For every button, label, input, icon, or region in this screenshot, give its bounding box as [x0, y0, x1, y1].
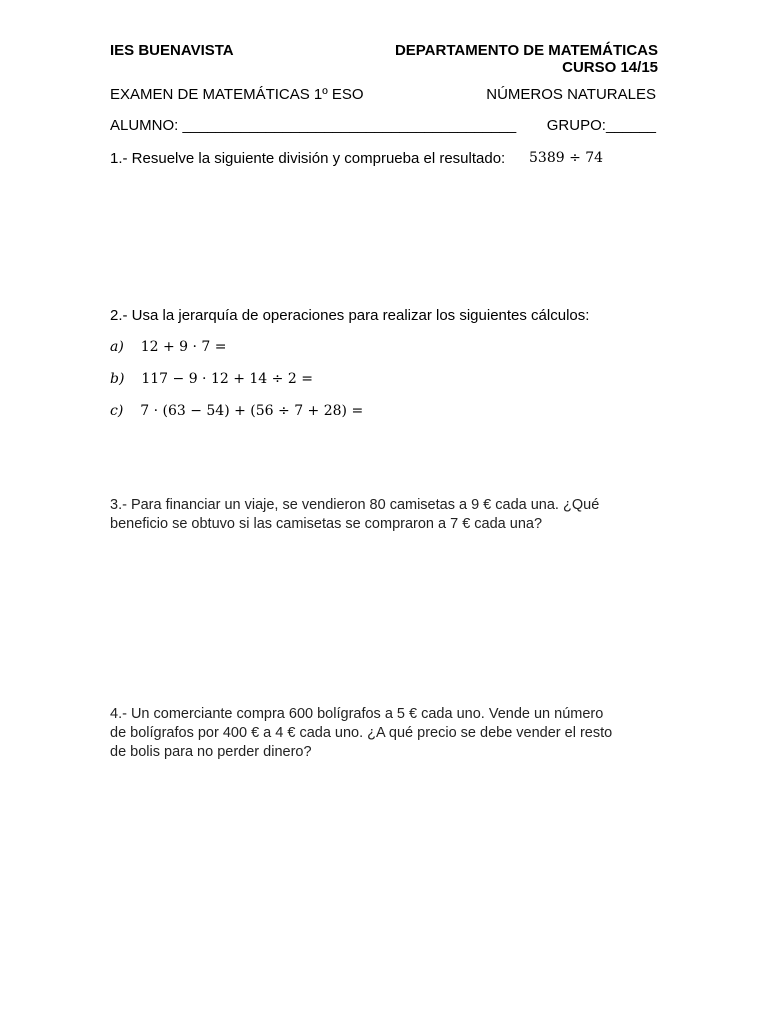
exam-topic: NÚMEROS NATURALES: [486, 86, 656, 103]
question-2-item-b: [110, 371, 313, 387]
department-name: DEPARTAMENTO DE MATEMÁTICAS: [394, 42, 658, 59]
item-c-label: c): [110, 403, 124, 419]
question-4-line-3: de bolis para no perder dinero?: [110, 744, 312, 760]
item-b-label: b): [110, 371, 125, 387]
question-4: [110, 705, 612, 762]
question-2-text: 2.- Usa la jerarquía de operaciones para realizar los siguientes cálculos:: [110, 307, 590, 324]
question-2-item-a: [110, 339, 227, 355]
question-3-line-1: 3.- Para financiar un viaje, se vendieron 80 camisetas a 9 € cada una. ¿Qué: [110, 497, 600, 513]
question-4-line-1: 4.- Un comerciante compra 600 bolígrafos a 5 € cada uno. Vende un número: [110, 706, 604, 722]
school-name: IES BUENAVISTA: [110, 42, 234, 59]
exam-title: EXAMEN DE MATEMÁTICAS 1º ESO: [110, 86, 364, 103]
question-4-line-2: de bolígrafos por 400 € a 4 € cada uno. ¿A qué precio se debe vender el resto: [110, 725, 613, 741]
course-year: CURSO 14/15: [562, 59, 658, 76]
question-1-text: 1.- Resuelve la siguiente división y comprueba el resultado:: [110, 150, 506, 167]
question-2-item-c: [110, 403, 363, 419]
item-c-expression: 7 · (63 − 54) + (56 ÷ 7 + 28) =: [140, 403, 364, 419]
item-a-label: a): [110, 339, 124, 355]
group-field: GRUPO:______: [546, 117, 656, 134]
question-3-line-2: beneficio se obtuvo si las camisetas se compraron a 7 € cada una?: [110, 516, 543, 532]
question-3: [110, 496, 599, 534]
item-b-expression: 117 − 9 · 12 + 14 ÷ 2 =: [141, 371, 313, 387]
student-name-field: ALUMNO: ________________________________________: [110, 117, 517, 134]
question-1-expression: 5389 ÷ 74: [529, 150, 604, 166]
item-a-expression: 12 + 9 · 7 =: [140, 339, 227, 355]
